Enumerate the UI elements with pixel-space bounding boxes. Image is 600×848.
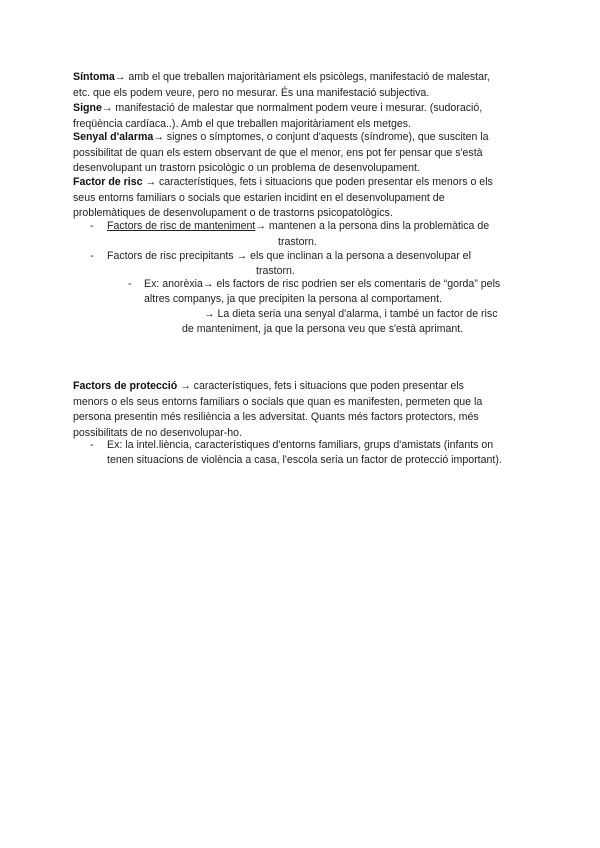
bullet-dash: - bbox=[128, 278, 132, 290]
signe-text-2: freqüència cardíaca..). Amb el que treballen majoritàriament els metges. bbox=[73, 117, 411, 130]
label-risc-precipitants: Factors de risc precipitants bbox=[107, 250, 234, 262]
definition-factors-proteccio bbox=[73, 379, 533, 441]
senyal-text-1: → signes o símptomes, o conjunt d'aquests (síndrome), que susciten la bbox=[153, 131, 489, 143]
definition-sintoma bbox=[73, 70, 533, 101]
bullet-dash: - bbox=[90, 439, 94, 451]
risc-precipitants-text-2: trastorn. bbox=[256, 265, 295, 277]
bullet-dash: - bbox=[90, 250, 94, 262]
factor-risc-text-1: → característiques, fets i situacions que poden presentar els menors o els bbox=[142, 176, 493, 188]
example-proteccio-text-2: tenen situacions de violència a casa, l'escola seria un factor de protecció important). bbox=[107, 454, 502, 466]
example-anorexia-text-1: Ex: anorèxia→ els factors de risc podrien ser els comentaris de “gorda” pels bbox=[144, 278, 501, 290]
term-sintoma: Síntoma bbox=[73, 71, 115, 83]
definition-factor-risc bbox=[73, 175, 533, 222]
factor-risc-text-3: problemàtiques de desenvolupament o de trastorns psicopatològics. bbox=[73, 207, 393, 220]
term-signe: Signe bbox=[73, 102, 102, 114]
label-risc-manteniment: Factors de risc de manteniment bbox=[107, 220, 256, 232]
term-factor-risc: Factor de risc bbox=[73, 176, 143, 188]
signe-text-1: → manifestació de malestar que normalment podem veure i mesurar. (sudoració, bbox=[101, 102, 483, 114]
proteccio-text-1: → característiques, fets i situacions que poden presentar els bbox=[177, 380, 464, 392]
risc-manteniment-text-1: → mantenen a la persona dins la problemàtica de bbox=[255, 220, 490, 232]
sintoma-text-1: → amb el que treballen majoritàriament els psicòlegs, manifestació de malestar, bbox=[114, 71, 490, 83]
risc-manteniment-text-2: trastorn. bbox=[278, 236, 317, 248]
definition-senyal-alarma bbox=[73, 130, 533, 177]
senyal-text-2: possibilitat de quan els estem observant de que el menor, ens pot fer pensar que s'està bbox=[73, 146, 483, 159]
risc-precipitants-text-1: → els que inclinan a la persona a desenvolupar el bbox=[233, 250, 471, 262]
example-anorexia-text-3: → La dieta seria una senyal d'alarma, i també un factor de risc bbox=[204, 308, 498, 320]
senyal-text-3: desenvolupant un trastorn psicològic o un problema de desenvolupament. bbox=[73, 162, 420, 175]
proteccio-text-2: menors o els seus entorns familiars o socials que quan es manifesten, permeten que la bbox=[73, 395, 483, 408]
term-senyal-alarma: Senyal d'alarma bbox=[73, 131, 154, 143]
example-anorexia-text-2: altres companys, ja que precipiten la persona al comportament. bbox=[144, 293, 442, 305]
term-factors-proteccio: Factors de protecció bbox=[73, 380, 178, 392]
sintoma-text-2: etc. que els podem veure, pero no mesurar. És una manifestació subjectiva. bbox=[73, 86, 430, 99]
factor-risc-text-2: seus entorns familiars o socials que estarien incidint en el desenvolupament de bbox=[73, 191, 445, 204]
proteccio-text-3: persona presentin més resiliència a les adversitat. Quants més factors protectors, més bbox=[73, 411, 479, 424]
example-proteccio-text-1: Ex: la intel.liència, característiques d'entorns familiars, grups d'amistats (infants on bbox=[107, 439, 494, 451]
proteccio-text-4: possibilitats de no desenvolupar-ho. bbox=[73, 426, 243, 439]
example-anorexia-text-4: de manteniment, ja que la persona veu que s'està aprimant. bbox=[182, 323, 464, 335]
definition-signe bbox=[73, 101, 533, 132]
bullet-dash: - bbox=[90, 220, 94, 232]
